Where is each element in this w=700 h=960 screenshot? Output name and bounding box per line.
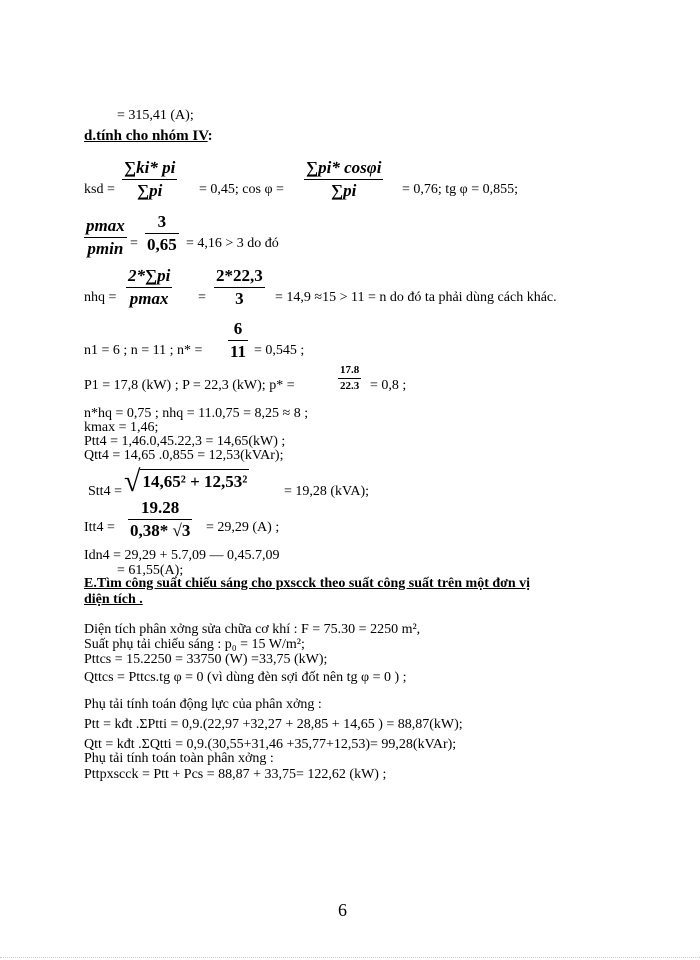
ratio-result: = 4,16 > 3 do đó xyxy=(186,236,279,251)
ratio-value-fraction xyxy=(145,212,179,255)
section-heading-e: E.Tìm công suất chiếu sáng cho pxscck theo suất công suất trên một đơn vị xyxy=(84,576,531,591)
sqrt-radicand: 14,65² + 12,53² xyxy=(140,469,249,492)
ksd-label: ksd = xyxy=(84,182,115,197)
kmax-line: kmax = 1,46; xyxy=(84,420,159,435)
cos-numerator: ∑pi* cosφi xyxy=(306,158,382,177)
n-star-fraction xyxy=(228,319,248,362)
section-heading-e-cont: diện tích . xyxy=(84,592,143,607)
stt4-sqrt-expression: √ 14,65² + 12,53² xyxy=(124,465,248,498)
ptcs-line: Pttcs = 15.2250 = 33750 (W) =33,75 (kW); xyxy=(84,652,328,667)
area-line: Diện tích phân xởng sửa chữa cơ khí : F = 75.30 = 2250 m², xyxy=(84,622,421,637)
nhq-value-denominator: 3 xyxy=(214,287,265,309)
qtt-line: Qtt = kđt .ΣQtti = 0,9.(30,55+31,46 +35,77+12,53)= 99,28(kVAr); xyxy=(84,737,457,752)
nhq-formula-denominator: pmax xyxy=(126,287,172,309)
current-result-line: = 315,41 (A); xyxy=(117,108,194,123)
p-values-label: P1 = 17,8 (kW) ; P = 22,3 (kW); p* = xyxy=(84,378,295,393)
ksd-numerator: ∑ki* pi xyxy=(124,158,176,177)
itt4-fraction xyxy=(128,498,192,541)
pmin-denominator: pmin xyxy=(84,237,127,259)
p-star-numerator: 17.8 xyxy=(340,364,360,376)
ptt-line: Ptt = kđt .ΣPtti = 0,9.(22,97 +32,27 + 28,85 + 14,65 ) = 88,87(kW); xyxy=(84,717,463,732)
itt4-label: Itt4 = xyxy=(84,520,115,535)
p-star-fraction xyxy=(338,364,361,393)
cos-tg-result: = 0,76; tg φ = 0,855; xyxy=(402,182,519,197)
idn4-result: = 61,55(A); xyxy=(117,563,184,578)
heading-colon: : xyxy=(207,128,213,144)
page-number: 6 xyxy=(338,900,347,920)
light-rate-line: Suất phụ tải chiếu sáng : p₀ = 15 W/m²; xyxy=(84,637,305,652)
pmax-pmin-fraction xyxy=(84,216,127,259)
qtcs-line: Qttcs = Pttcs.tg φ = 0 (vì dùng đèn sợi đốt nên tg φ = 0 ) ; xyxy=(84,670,407,685)
n-star-denominator: 11 xyxy=(230,342,247,361)
n-star-result: = 0,545 ; xyxy=(254,343,305,358)
ksd-cos-label: = 0,45; cos φ = xyxy=(199,182,284,197)
nhq-effective-line: n*hq = 0,75 ; nhq = 11.0,75 = 8,25 ≈ 8 ; xyxy=(84,406,309,421)
n-star-numerator: 6 xyxy=(233,319,243,338)
cos-denominator: ∑pi xyxy=(304,179,383,201)
ratio-equals: = xyxy=(130,236,138,251)
ksd-fraction xyxy=(122,158,177,201)
section-heading-group-4 xyxy=(84,128,213,144)
n-values-label: n1 = 6 ; n = 11 ; n* = xyxy=(84,343,203,358)
stt4-result: = 19,28 (kVA); xyxy=(284,484,370,499)
nhq-label: nhq = xyxy=(84,290,117,305)
p-star-denominator: 22.3 xyxy=(340,380,360,392)
nhq-formula-numerator: 2*∑pi xyxy=(128,266,171,285)
itt4-numerator: 19.28 xyxy=(141,498,180,517)
qtt4-line: Qtt4 = 14,65 .0,855 = 12,53(kVAr); xyxy=(84,448,284,463)
stt4-label: Stt4 = xyxy=(88,484,122,499)
nhq-equals: = xyxy=(198,290,206,305)
itt4-result: = 29,29 (A) ; xyxy=(206,520,280,535)
dynamic-load-heading: Phụ tải tính toán động lực của phân xởng : xyxy=(84,697,322,712)
heading-text: d.tính cho nhóm IV xyxy=(84,128,208,144)
pmax-numerator: pmax xyxy=(86,216,125,235)
ratio-value-denominator: 0,65 xyxy=(147,235,177,254)
p-star-result: = 0,8 ; xyxy=(370,378,407,393)
idn4-line: Idn4 = 29,29 + 5.7,09 — 0,45.7,09 xyxy=(84,548,280,563)
pttpx-line: Pttpxscck = Ptt + Pcs = 88,87 + 33,75= 122,62 (kW) ; xyxy=(84,767,387,782)
ptt4-line: Ptt4 = 1,46.0,45.22,3 = 14,65(kW) ; xyxy=(84,434,286,449)
nhq-value-fraction xyxy=(214,266,265,309)
cos-fraction xyxy=(304,158,383,201)
ksd-denominator: ∑pi xyxy=(122,179,177,201)
ratio-value-numerator: 3 xyxy=(157,212,167,231)
nhq-value-numerator: 2*22,3 xyxy=(216,266,263,285)
page-bottom-divider xyxy=(0,957,700,958)
total-load-heading: Phụ tải tính toán toàn phân xởng : xyxy=(84,751,274,766)
itt4-denominator: 0,38* √3 xyxy=(130,521,191,540)
nhq-result: = 14,9 ≈15 > 11 = n do đó ta phải dùng cách khác. xyxy=(275,290,557,305)
nhq-formula-fraction xyxy=(126,266,172,309)
